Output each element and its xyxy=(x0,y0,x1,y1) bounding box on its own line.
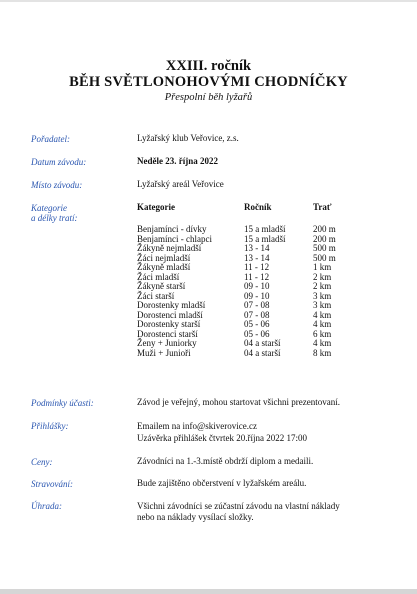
table-row xyxy=(0,320,417,330)
category-name: Žákyně mladší xyxy=(137,262,191,272)
category-year: 04 a starší xyxy=(244,347,281,358)
category-distance: 2 km xyxy=(313,281,332,291)
table-row xyxy=(0,273,417,283)
categories-label-line2: a délky tratí: xyxy=(31,213,78,223)
category-year: 15 a mladší xyxy=(244,233,286,244)
categories-label-line1: Kategorie xyxy=(31,203,67,213)
category-year: 13 - 14 xyxy=(244,252,270,263)
payment-label: Úhrada: xyxy=(31,501,62,511)
category-year: 05 - 06 xyxy=(244,319,270,329)
food-label: Stravování: xyxy=(31,479,73,489)
category-distance: 4 km xyxy=(313,338,332,348)
category-year: 13 - 14 xyxy=(244,243,270,253)
place-value: Lyžařský areál Veřovice xyxy=(137,179,224,189)
category-distance: 500 m xyxy=(313,243,336,253)
conditions-value: Závod je veřejný, mohou startovat všichni prezentovaní. xyxy=(137,397,340,407)
category-year: 09 - 10 xyxy=(244,281,270,291)
category-distance: 200 m xyxy=(313,233,336,244)
place-label: Místo závodu: xyxy=(31,180,83,190)
date-value: Neděle 23. října 2022 xyxy=(137,156,218,166)
table-row xyxy=(0,254,417,264)
category-year: 05 - 06 xyxy=(244,328,270,339)
category-year: 07 - 08 xyxy=(244,309,270,320)
organizer-label: Pořadatel: xyxy=(31,134,70,144)
category-distance: 500 m xyxy=(313,252,336,263)
table-row xyxy=(0,235,417,245)
event-subtitle: Přespolní běh lyžařů xyxy=(164,92,253,103)
table-header-category: Kategorie xyxy=(137,202,175,212)
table-row xyxy=(0,292,417,302)
table-row xyxy=(0,301,417,311)
category-name: Ženy + Juniorky xyxy=(137,338,197,348)
food-value: Bude zajištěno občerstvení v lyžařském areálu. xyxy=(137,478,307,488)
category-year: 11 - 12 xyxy=(244,271,270,282)
category-name: Muži + Junioři xyxy=(137,347,191,358)
page-bottom-edge xyxy=(0,589,417,594)
table-header-distance: Trať xyxy=(313,202,332,212)
category-year: 11 - 12 xyxy=(244,262,270,272)
title-block xyxy=(0,58,417,104)
category-distance: 1 km xyxy=(313,262,332,272)
date-label: Datum závodu: xyxy=(31,157,87,167)
table-row xyxy=(0,349,417,359)
category-name: Dorostenky starší xyxy=(137,319,201,329)
signup-label: Přihlášky: xyxy=(31,421,69,431)
category-year: 15 a mladší xyxy=(244,224,286,234)
category-name: Žákyně starší xyxy=(137,281,186,291)
category-distance: 3 km xyxy=(313,290,332,301)
category-name: Žáci mladší xyxy=(137,271,180,282)
category-distance: 200 m xyxy=(313,224,336,234)
table-row xyxy=(0,330,417,340)
category-year: 04 a starší xyxy=(244,338,281,348)
category-distance: 8 km xyxy=(313,347,332,358)
category-distance: 4 km xyxy=(313,309,332,320)
category-distance: 4 km xyxy=(313,319,332,329)
category-name: Dorostenky mladší xyxy=(137,300,206,310)
prizes-label: Ceny: xyxy=(31,457,53,467)
category-name: Žáci starší xyxy=(137,290,175,301)
category-name: Benjamínci - dívky xyxy=(137,224,207,234)
page-top-edge xyxy=(0,0,417,2)
signup-value-line1: Emailem na info@skiverovice.cz xyxy=(137,421,257,431)
table-row xyxy=(0,263,417,273)
category-name: Dorostenci starší xyxy=(137,328,198,339)
category-year: 07 - 08 xyxy=(244,300,270,310)
prizes-value: Závodníci na 1.-3.místě obdrží diplom a medaili. xyxy=(137,456,314,466)
category-distance: 3 km xyxy=(313,300,332,310)
organizer-value: Lyžařský klub Veřovice, z.s. xyxy=(137,133,239,143)
payment-value-line2: nebo na náklady vysílací složky. xyxy=(137,512,254,522)
table-row xyxy=(0,311,417,321)
conditions-label: Podmínky účasti: xyxy=(31,398,94,408)
category-name: Žáci nejmladší xyxy=(137,252,191,263)
categories-table xyxy=(0,225,417,358)
table-header-year: Ročník xyxy=(244,202,272,212)
category-distance: 6 km xyxy=(313,328,332,339)
category-name: Benjamínci - chlapci xyxy=(137,233,212,244)
table-row xyxy=(0,339,417,349)
category-name: Žákyně nejmladší xyxy=(137,243,202,253)
category-distance: 2 km xyxy=(313,271,332,282)
category-name: Dorostenci mladší xyxy=(137,309,203,320)
table-row xyxy=(0,244,417,254)
category-year: 09 - 10 xyxy=(244,290,270,301)
payment-value-line1: Všichni závodníci se zúčastní závodu na vlastní náklady xyxy=(137,501,340,511)
edition-title: XXIII. ročník xyxy=(165,58,252,74)
table-row xyxy=(0,282,417,292)
event-title: BĚH SVĚTLONOHOVÝMI CHODNÍČKY xyxy=(69,74,348,90)
signup-value-line2: Uzávěrka přihlášek čtvrtek 20.října 2022 17:00 xyxy=(137,433,307,443)
